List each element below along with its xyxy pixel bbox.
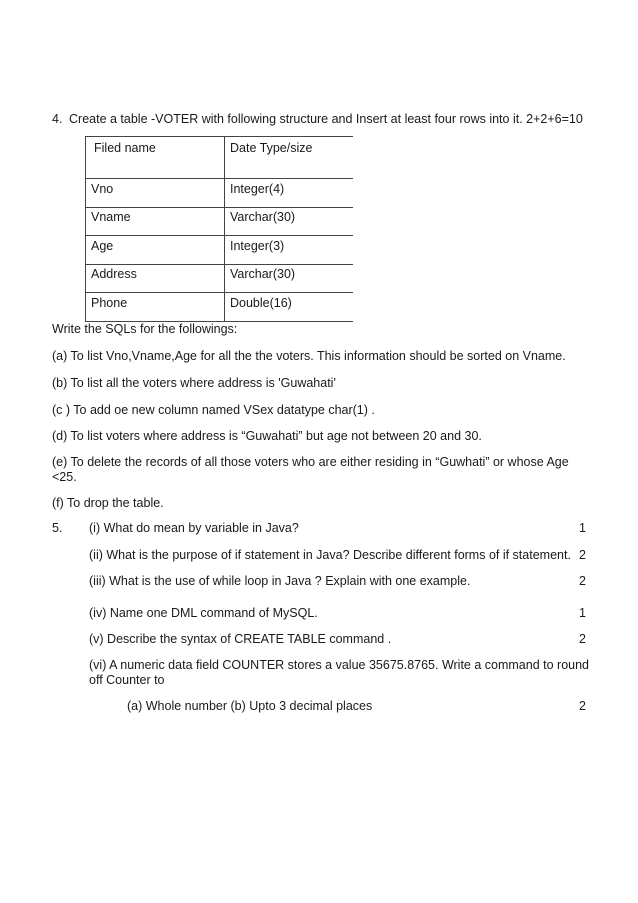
table-cell: Address bbox=[91, 267, 137, 281]
table-cell: Integer(4) bbox=[230, 182, 285, 196]
table-rule bbox=[85, 207, 353, 208]
table-cell: Vno bbox=[91, 182, 114, 196]
voter-structure-table bbox=[85, 136, 353, 321]
q5-item-v: (v) Describe the syntax of CREATE TABLE command . bbox=[89, 632, 392, 646]
q5-item-ii: (ii) What is the purpose of if statement in Java? Describe different forms of if statement. bbox=[89, 548, 571, 562]
sql-item-d: (d) To list voters where address is “Guwahati” but age not between 20 and 30. bbox=[52, 429, 482, 443]
table-cell: Age bbox=[91, 239, 114, 253]
table-header-type: Date Type/size bbox=[230, 141, 313, 155]
table-rule bbox=[85, 235, 353, 236]
sql-item-b: (b) To list all the voters where address is 'Guwahati' bbox=[52, 376, 336, 390]
table-cell: Phone bbox=[91, 296, 128, 310]
sql-item-a: (a) To list Vno,Vname,Age for all the the voters. This information should be sorted on Vname. bbox=[52, 349, 566, 363]
table-cell: Vname bbox=[91, 210, 131, 224]
q5-item-vi-continued: off Counter to bbox=[89, 673, 165, 687]
table-rule bbox=[85, 178, 353, 179]
question-4-text: Create a table -VOTER with following structure and Insert at least four rows into it. 2+2+6=10 bbox=[69, 112, 583, 126]
table-cell: Varchar(30) bbox=[230, 210, 296, 224]
q5-item-vi: (vi) A numeric data field COUNTER stores a value 35675.8765. Write a command to round bbox=[89, 658, 590, 672]
sql-item-e-continued: <25. bbox=[52, 470, 77, 484]
q5-item-i-marks: 1 bbox=[579, 521, 586, 535]
table-rule bbox=[85, 136, 86, 321]
sql-item-e: (e) To delete the records of all those voters who are either residing in “Guwhati” or whose Age bbox=[52, 455, 569, 469]
sql-item-c: (c ) To add oe new column named VSex datatype char(1) . bbox=[52, 403, 375, 417]
table-header-field: Filed name bbox=[94, 141, 156, 155]
q5-item-iv: (iv) Name one DML command of MySQL. bbox=[89, 606, 318, 620]
sql-instruction: Write the SQLs for the followings: bbox=[52, 322, 238, 336]
table-rule bbox=[85, 264, 353, 265]
q5-item-vi-marks: 2 bbox=[579, 699, 586, 713]
table-cell: Integer(3) bbox=[230, 239, 285, 253]
table-cell: Double(16) bbox=[230, 296, 292, 310]
question-5-number: 5. bbox=[52, 521, 63, 535]
q5-item-iii: (iii) What is the use of while loop in Java ? Explain with one example. bbox=[89, 574, 471, 588]
q5-item-vi-options: (a) Whole number (b) Upto 3 decimal places bbox=[127, 699, 373, 713]
table-rule bbox=[85, 136, 353, 137]
q5-item-iii-marks: 2 bbox=[579, 574, 586, 588]
table-cell: Varchar(30) bbox=[230, 267, 296, 281]
q5-item-iv-marks: 1 bbox=[579, 606, 586, 620]
q5-item-ii-marks: 2 bbox=[579, 548, 586, 562]
table-rule bbox=[224, 136, 225, 321]
q5-item-v-marks: 2 bbox=[579, 632, 586, 646]
q5-item-i: (i) What do mean by variable in Java? bbox=[89, 521, 299, 535]
table-rule bbox=[85, 292, 353, 293]
question-4-number: 4. bbox=[52, 112, 63, 126]
sql-item-f: (f) To drop the table. bbox=[52, 496, 164, 510]
